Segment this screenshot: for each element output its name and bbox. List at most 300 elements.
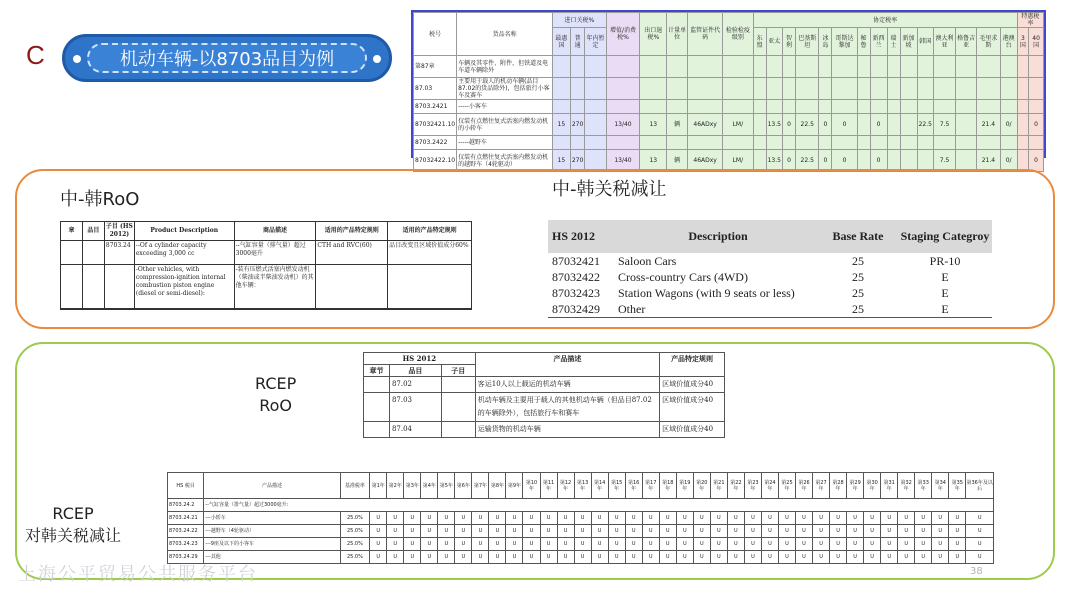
rate-cell: LM/: [723, 150, 754, 172]
year-rate-cell: U: [370, 551, 387, 564]
column-header: 产品描述: [475, 353, 659, 377]
column-header: 澳大利亚: [933, 28, 955, 56]
rate-cell: [585, 114, 606, 136]
year-rate-cell: U: [455, 551, 472, 564]
year-rate-cell: U: [455, 512, 472, 525]
rate-cell: [933, 78, 955, 100]
year-rate-cell: U: [898, 512, 915, 525]
rate-cell: 0: [819, 114, 832, 136]
year-rate-cell: U: [523, 551, 540, 564]
rate-cell: [723, 136, 754, 150]
table-row: [364, 422, 725, 438]
desc-cn-cell: --气缸容量（排气量）超过3000毫升: [234, 241, 316, 265]
year-rate-cell: U: [966, 512, 994, 525]
description-cell: Cross-country Cars (4WD): [618, 269, 748, 284]
year-rate-cell: U: [676, 538, 693, 551]
rate-cell: [857, 114, 870, 136]
tariff-code-cell: 8703.2421: [414, 100, 457, 114]
rcep-tariff-table: [167, 472, 994, 564]
column-header: HS 2012: [364, 353, 476, 365]
year-rate-cell: U: [387, 525, 404, 538]
year-rate-cell: U: [830, 538, 847, 551]
year-rate-cell: U: [608, 538, 625, 551]
rate-cell: [753, 56, 766, 78]
description-cell: ---越野车（4轮驱动）: [204, 525, 340, 538]
column-header: 特惠税率: [1017, 13, 1043, 28]
column-header: 第13年: [574, 473, 591, 499]
rate-cell: [1029, 56, 1044, 78]
column-header: 智利: [782, 28, 795, 56]
column-header: 第17年: [642, 473, 659, 499]
year-rate-cell: U: [744, 551, 761, 564]
column-header: 第26年: [795, 473, 812, 499]
year-rate-cell: U: [421, 525, 438, 538]
column-header: Base Rate: [832, 229, 884, 243]
column-header: 第2年: [387, 473, 404, 499]
rate-cell: [585, 136, 606, 150]
rate-cell: [933, 100, 955, 114]
footer-watermark: 上海公平贸易公共服务平台: [18, 564, 258, 585]
rate-cell: [870, 56, 887, 78]
table-header-row: [548, 220, 992, 253]
table-row: [548, 285, 992, 301]
rate-cell: [753, 136, 766, 150]
year-rate-cell: U: [830, 525, 847, 538]
year-rate-cell: U: [438, 551, 455, 564]
year-rate-cell: U: [693, 525, 710, 538]
cn-kr-roo-table: [60, 221, 472, 310]
column-header: 3国: [1017, 28, 1029, 56]
column-header: 章: [61, 222, 83, 241]
column-header: 税号: [414, 13, 457, 56]
column-header: 第4年: [421, 473, 438, 499]
rate-cell: [1000, 56, 1017, 78]
year-rate-cell: U: [847, 525, 864, 538]
staging-category-cell: E: [941, 285, 949, 300]
rate-cell: [1000, 100, 1017, 114]
year-rate-cell: U: [744, 512, 761, 525]
rate-cell: [832, 78, 857, 100]
column-header: 出口退税%: [640, 13, 667, 56]
table-bottom-rule: [548, 317, 992, 318]
rate-cell: 13/40: [606, 150, 640, 172]
rate-cell: [766, 100, 782, 114]
rate-cell: LM/: [723, 114, 754, 136]
year-rate-cell: U: [642, 538, 659, 551]
rule-cell: 区域价值成分40: [660, 422, 725, 438]
year-rate-cell: U: [591, 551, 608, 564]
rate-cell: [640, 136, 667, 150]
year-rate-cell: U: [932, 551, 949, 564]
rate-cell: [723, 56, 754, 78]
year-rate-cell: U: [557, 525, 574, 538]
desc-en-cell: -Other vehicles, with compression-ignition internal combustion piston engine (diesel or semi-diesel):: [134, 265, 234, 309]
rate-cell: [570, 136, 585, 150]
rate-cell: 0/: [1000, 114, 1017, 136]
rate-cell: [766, 136, 782, 150]
rate-cell: 7.5: [933, 114, 955, 136]
year-rate-cell: U: [778, 538, 795, 551]
year-rate-cell: U: [506, 538, 523, 551]
rate-cell: [917, 56, 933, 78]
column-header: 第35年: [949, 473, 966, 499]
year-rate-cell: U: [727, 512, 744, 525]
rate-cell: [887, 56, 900, 78]
rate-cell: 46ADxy: [688, 150, 723, 172]
year-rate-cell: U: [847, 551, 864, 564]
year-rate-cell: U: [506, 525, 523, 538]
description-cell: --气缸容量（排气量）超过3000毫升:: [204, 499, 994, 512]
rate-cell: [819, 78, 832, 100]
column-header: 冰岛: [819, 28, 832, 56]
year-rate-cell: U: [557, 538, 574, 551]
rate-cell: 13.5: [766, 150, 782, 172]
column-header: 货品名称: [457, 13, 553, 56]
column-header: 适用的产品特定规则: [316, 222, 388, 241]
year-rate-cell: U: [387, 538, 404, 551]
column-header: 第23年: [744, 473, 761, 499]
year-rate-cell: U: [421, 538, 438, 551]
rate-cell: [606, 100, 640, 114]
column-header: 增值/消费税%: [606, 13, 640, 56]
year-rate-cell: U: [506, 512, 523, 525]
table-header-row: [364, 353, 725, 365]
tariff-code-cell: 第87章: [414, 56, 457, 78]
rate-cell: 22.5: [917, 114, 933, 136]
hs-code-cell: 87.02: [389, 377, 441, 393]
column-header: 章节: [364, 365, 390, 377]
rate-cell: [667, 78, 688, 100]
column-header: 第30年: [864, 473, 881, 499]
hs-code-cell: 8703.24.2: [168, 499, 204, 512]
rate-cell: 21.4: [977, 150, 1000, 172]
rate-cell: [640, 56, 667, 78]
year-rate-cell: U: [693, 512, 710, 525]
rate-cell: 15: [553, 150, 571, 172]
rule-cell: 区域价值成分40: [660, 393, 725, 422]
table-row: [414, 100, 1044, 114]
year-rate-cell: U: [404, 538, 421, 551]
cn-kr-tariff-table: [548, 220, 992, 318]
pill-title-text: 机动车辆-以8703品目为例: [119, 49, 335, 70]
year-rate-cell: U: [472, 551, 489, 564]
column-header: 最惠国: [553, 28, 571, 56]
table-row: [61, 241, 472, 265]
year-rate-cell: U: [404, 512, 421, 525]
year-rate-cell: U: [966, 525, 994, 538]
year-rate-cell: U: [472, 512, 489, 525]
column-header: 第12年: [557, 473, 574, 499]
rate-cell: [977, 78, 1000, 100]
rate-cell: [977, 56, 1000, 78]
column-header: 品目: [82, 222, 104, 241]
year-rate-cell: U: [949, 551, 966, 564]
column-header: 韩国: [917, 28, 933, 56]
year-rate-cell: U: [932, 538, 949, 551]
year-rate-cell: U: [625, 525, 642, 538]
year-rate-cell: U: [813, 512, 830, 525]
column-header: 第9年: [506, 473, 523, 499]
rate-cell: [819, 100, 832, 114]
year-rate-cell: U: [659, 512, 676, 525]
rcep-tariff-title-line1: RCEP: [52, 504, 94, 523]
rate-cell: [1029, 136, 1044, 150]
year-rate-cell: U: [898, 551, 915, 564]
pill-hole-left: [73, 55, 81, 63]
base-rate-cell: 25.0%: [340, 551, 370, 564]
column-header: 格鲁吉亚: [956, 28, 977, 56]
base-rate-cell: 25.0%: [340, 512, 370, 525]
year-rate-cell: U: [778, 551, 795, 564]
column-header: 第16年: [625, 473, 642, 499]
rate-cell: [723, 78, 754, 100]
year-rate-cell: U: [795, 551, 812, 564]
hs-code-cell: 87.04: [389, 422, 441, 438]
year-rate-cell: U: [404, 525, 421, 538]
table-row: [168, 551, 994, 564]
table-row: [548, 253, 992, 269]
column-header: 第25年: [778, 473, 795, 499]
year-rate-cell: U: [710, 538, 727, 551]
rate-cell: [795, 100, 818, 114]
year-rate-cell: U: [438, 512, 455, 525]
table-row: [414, 56, 1044, 78]
hs-code-cell: 8703.24: [104, 241, 134, 265]
year-rate-cell: U: [881, 512, 898, 525]
desc-cell: 客运10人以上载运的机动车辆: [475, 377, 659, 393]
table-row: [364, 393, 725, 422]
rate-cell: [917, 136, 933, 150]
year-rate-cell: U: [438, 525, 455, 538]
goods-name-cell: -----小客车: [457, 100, 553, 114]
rate-cell: [766, 78, 782, 100]
year-rate-cell: U: [625, 551, 642, 564]
rate-cell: [900, 56, 917, 78]
rate-cell: [870, 78, 887, 100]
rate-cell: [553, 78, 571, 100]
year-rate-cell: U: [744, 538, 761, 551]
rate-cell: [753, 114, 766, 136]
table-row: [548, 269, 992, 285]
hs-code-cell: [104, 265, 134, 309]
goods-name-cell: 仅装有点燃往复式活塞内燃发动机的小轿车: [457, 114, 553, 136]
year-rate-cell: U: [540, 512, 557, 525]
year-rate-cell: U: [370, 525, 387, 538]
rate-cell: 0: [832, 114, 857, 136]
rate-cell: [1000, 78, 1017, 100]
year-rate-cell: U: [625, 512, 642, 525]
rate-cell: [819, 56, 832, 78]
column-header: 产品特定规则: [660, 353, 725, 377]
rate-cell: 7.5: [933, 150, 955, 172]
column-header: HS 税目: [168, 473, 204, 499]
column-header: 第33年: [915, 473, 932, 499]
rate-cell: 13: [640, 114, 667, 136]
year-rate-cell: U: [727, 525, 744, 538]
rate-cell: [782, 78, 795, 100]
rule-en-cell: CTH and RVC(60): [316, 241, 388, 265]
column-header: 40国: [1029, 28, 1044, 56]
column-header: 第21年: [710, 473, 727, 499]
column-header: 第10年: [523, 473, 540, 499]
rate-cell: 0: [1029, 150, 1044, 172]
rcep-roo-title: [255, 373, 296, 417]
table-row: [168, 525, 994, 538]
rate-cell: [1029, 100, 1044, 114]
rate-cell: [832, 136, 857, 150]
year-rate-cell: U: [864, 538, 881, 551]
column-header: 子目 (HS 2012): [104, 222, 134, 241]
column-header: 第5年: [438, 473, 455, 499]
year-rate-cell: U: [523, 512, 540, 525]
column-header: 第31年: [881, 473, 898, 499]
year-rate-cell: U: [710, 525, 727, 538]
hs-code-cell: 8703.24.22: [168, 525, 204, 538]
rate-cell: [570, 78, 585, 100]
column-header: 年内暂定: [585, 28, 606, 56]
rate-cell: [782, 56, 795, 78]
year-rate-cell: U: [557, 551, 574, 564]
rate-cell: 13/40: [606, 114, 640, 136]
column-header: 检验检疫级别: [723, 13, 754, 56]
year-rate-cell: U: [949, 538, 966, 551]
year-rate-cell: U: [676, 512, 693, 525]
section-title-pill: [62, 34, 392, 82]
table-row: [414, 136, 1044, 150]
hs-code-cell: 8703.24.21: [168, 512, 204, 525]
year-rate-cell: U: [370, 512, 387, 525]
rate-cell: [606, 136, 640, 150]
year-rate-cell: U: [932, 512, 949, 525]
hs-code-cell: 8703.24.29: [168, 551, 204, 564]
year-rate-cell: U: [761, 525, 778, 538]
rate-cell: [1029, 78, 1044, 100]
rate-cell: [795, 56, 818, 78]
column-header: 第3年: [404, 473, 421, 499]
rate-cell: [570, 56, 585, 78]
rate-cell: 270: [570, 114, 585, 136]
rate-cell: [956, 114, 977, 136]
column-header: 东盟: [753, 28, 766, 56]
year-rate-cell: U: [489, 551, 506, 564]
year-rate-cell: U: [438, 538, 455, 551]
rate-cell: [870, 100, 887, 114]
column-header: Staging Categroy: [900, 229, 990, 243]
year-rate-cell: U: [387, 512, 404, 525]
column-header: 第14年: [591, 473, 608, 499]
rate-cell: [688, 56, 723, 78]
rate-cell: [1017, 56, 1029, 78]
rate-cell: [782, 136, 795, 150]
table-row: [414, 78, 1044, 100]
rate-cell: [857, 78, 870, 100]
table-row: [364, 377, 725, 393]
column-header: 基准税率: [340, 473, 370, 499]
rate-cell: 13.5: [766, 114, 782, 136]
year-rate-cell: U: [813, 538, 830, 551]
year-rate-cell: U: [574, 551, 591, 564]
column-header: 第24年: [761, 473, 778, 499]
table-row: [61, 265, 472, 309]
year-rate-cell: U: [591, 538, 608, 551]
rcep-tariff-title-line2: 对韩关税减让: [25, 526, 122, 545]
year-rate-cell: U: [523, 525, 540, 538]
year-rate-cell: U: [523, 538, 540, 551]
rate-cell: 辆: [667, 150, 688, 172]
rate-cell: [933, 136, 955, 150]
year-rate-cell: U: [676, 551, 693, 564]
column-header: 第29年: [847, 473, 864, 499]
column-header: 商品描述: [234, 222, 316, 241]
rate-cell: [1017, 78, 1029, 100]
year-rate-cell: U: [881, 551, 898, 564]
year-rate-cell: U: [659, 538, 676, 551]
base-rate-cell: 25: [852, 285, 864, 300]
section-letter: C: [26, 40, 45, 70]
rate-cell: [667, 56, 688, 78]
year-rate-cell: U: [642, 512, 659, 525]
cn-kr-roo-title: 中-韩RoO: [60, 189, 140, 210]
table-row: [168, 499, 994, 512]
rate-cell: 0: [870, 114, 887, 136]
year-rate-cell: U: [421, 512, 438, 525]
year-rate-cell: U: [370, 538, 387, 551]
rate-cell: [900, 78, 917, 100]
column-header: 品目: [389, 365, 441, 377]
year-rate-cell: U: [830, 551, 847, 564]
year-rate-cell: U: [659, 525, 676, 538]
rate-cell: [887, 100, 900, 114]
year-rate-cell: U: [847, 512, 864, 525]
column-header: HS 2012: [552, 229, 596, 243]
column-header: 第7年: [472, 473, 489, 499]
desc-cell: 运输货物的机动车辆: [475, 422, 659, 438]
year-rate-cell: U: [387, 551, 404, 564]
goods-name-cell: -----越野车: [457, 136, 553, 150]
rate-cell: [640, 78, 667, 100]
rate-cell: [667, 100, 688, 114]
rate-cell: 15: [553, 114, 571, 136]
year-rate-cell: U: [864, 525, 881, 538]
year-rate-cell: U: [932, 525, 949, 538]
customs-tariff-table-frame: [411, 10, 1046, 168]
hs-code-cell: 87032422: [552, 269, 600, 284]
desc-cell: 机动车辆及主要用于载人的其他机动车辆（但品目87.02的车辆除外），包括旅行车和赛车: [475, 393, 659, 422]
rate-cell: [688, 78, 723, 100]
column-header: 进口关税%: [553, 13, 606, 28]
year-rate-cell: U: [881, 525, 898, 538]
column-header: 第20年: [693, 473, 710, 499]
tariff-code-cell: 8703.2422: [414, 136, 457, 150]
rate-cell: 0: [782, 150, 795, 172]
rate-cell: [917, 78, 933, 100]
year-rate-cell: U: [949, 525, 966, 538]
year-rate-cell: U: [847, 538, 864, 551]
rule-cell: 区域价值成分40: [660, 377, 725, 393]
year-rate-cell: U: [574, 512, 591, 525]
rate-cell: [900, 100, 917, 114]
base-rate-cell: 25: [852, 269, 864, 284]
column-header: 第28年: [830, 473, 847, 499]
rate-cell: [870, 136, 887, 150]
rate-cell: [606, 56, 640, 78]
table-header-row: [414, 13, 1044, 28]
column-header: 计量单位: [667, 13, 688, 56]
pill-inner: [87, 43, 367, 73]
rate-cell: [553, 100, 571, 114]
rate-cell: 46ADxy: [688, 114, 723, 136]
table-row: [414, 114, 1044, 136]
